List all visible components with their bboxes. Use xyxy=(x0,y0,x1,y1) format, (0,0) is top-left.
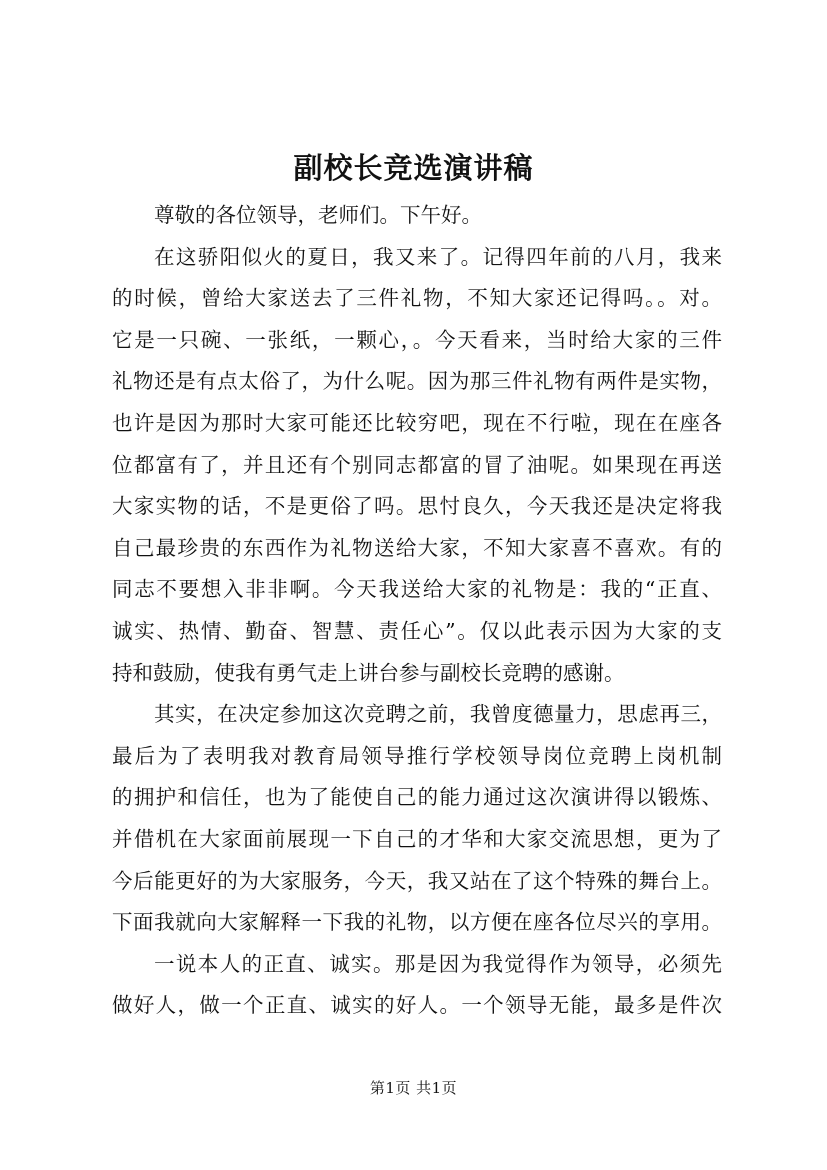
page-footer: 第1页 共1页 xyxy=(369,1079,458,1097)
text-line: 诚实、热情、勤奋、智慧、责任心”。仅以此表示因为大家的支 xyxy=(112,618,722,643)
text-line: 大家实物的话，不是更俗了吗。思忖良久，今天我还是决定将我 xyxy=(112,494,722,519)
text-line: 做好人，做一个正直、诚实的好人。一个领导无能，最多是件次 xyxy=(112,993,722,1018)
text-line: 在这骄阳似火的夏日，我又来了。记得四年前的八月，我来 xyxy=(154,244,722,269)
text-line: 持和鼓励，使我有勇气走上讲台参与副校长竞聘的感谢。 xyxy=(112,660,625,685)
text-line: 今后能更好的为大家服务，今天，我又站在了这个特殊的舞台上。 xyxy=(112,868,722,893)
text-line: 的时候，曾给大家送去了三件礼物，不知大家还记得吗。。对。 xyxy=(112,286,722,311)
text-line: 也许是因为那时大家可能还比较穷吧，现在不行啦，现在在座各 xyxy=(112,410,722,435)
text-line: 并借机在大家面前展现一下自己的才华和大家交流思想，更为了 xyxy=(112,826,722,851)
text-line: 一说本人的正直、诚实。那是因为我觉得作为领导，必须先 xyxy=(154,951,722,976)
document-title: 副校长竞选演讲稿 xyxy=(293,151,534,185)
text-line: 它是一只碗、一张纸，一颗心，。今天看来，当时给大家的三件 xyxy=(112,327,722,352)
text-line: 自己最珍贵的东西作为礼物送给大家，不知大家喜不喜欢。有的 xyxy=(112,535,722,560)
text-line: 位都富有了，并且还有个别同志都富的冒了油呢。如果现在再送 xyxy=(112,452,722,477)
text-line: 下面我就向大家解释一下我的礼物，以方便在座各位尽兴的享用。 xyxy=(112,910,722,935)
text-line: 最后为了表明我对教育局领导推行学校领导岗位竞聘上岗机制 xyxy=(112,743,722,768)
text-line: 其实，在决定参加这次竞聘之前，我曾度德量力，思虑再三， xyxy=(154,702,722,727)
text-line: 礼物还是有点太俗了，为什么呢。因为那三件礼物有两件是实物， xyxy=(112,369,722,394)
text-line: 同志不要想入非非啊。今天我送给大家的礼物是：我的“正直、 xyxy=(112,577,722,602)
text-line: 的拥护和信任，也为了能使自己的能力通过这次演讲得以锻炼、 xyxy=(112,785,722,810)
text-line: 尊敬的各位领导，老师们。下午好。 xyxy=(154,203,482,227)
document-body xyxy=(112,195,722,1027)
